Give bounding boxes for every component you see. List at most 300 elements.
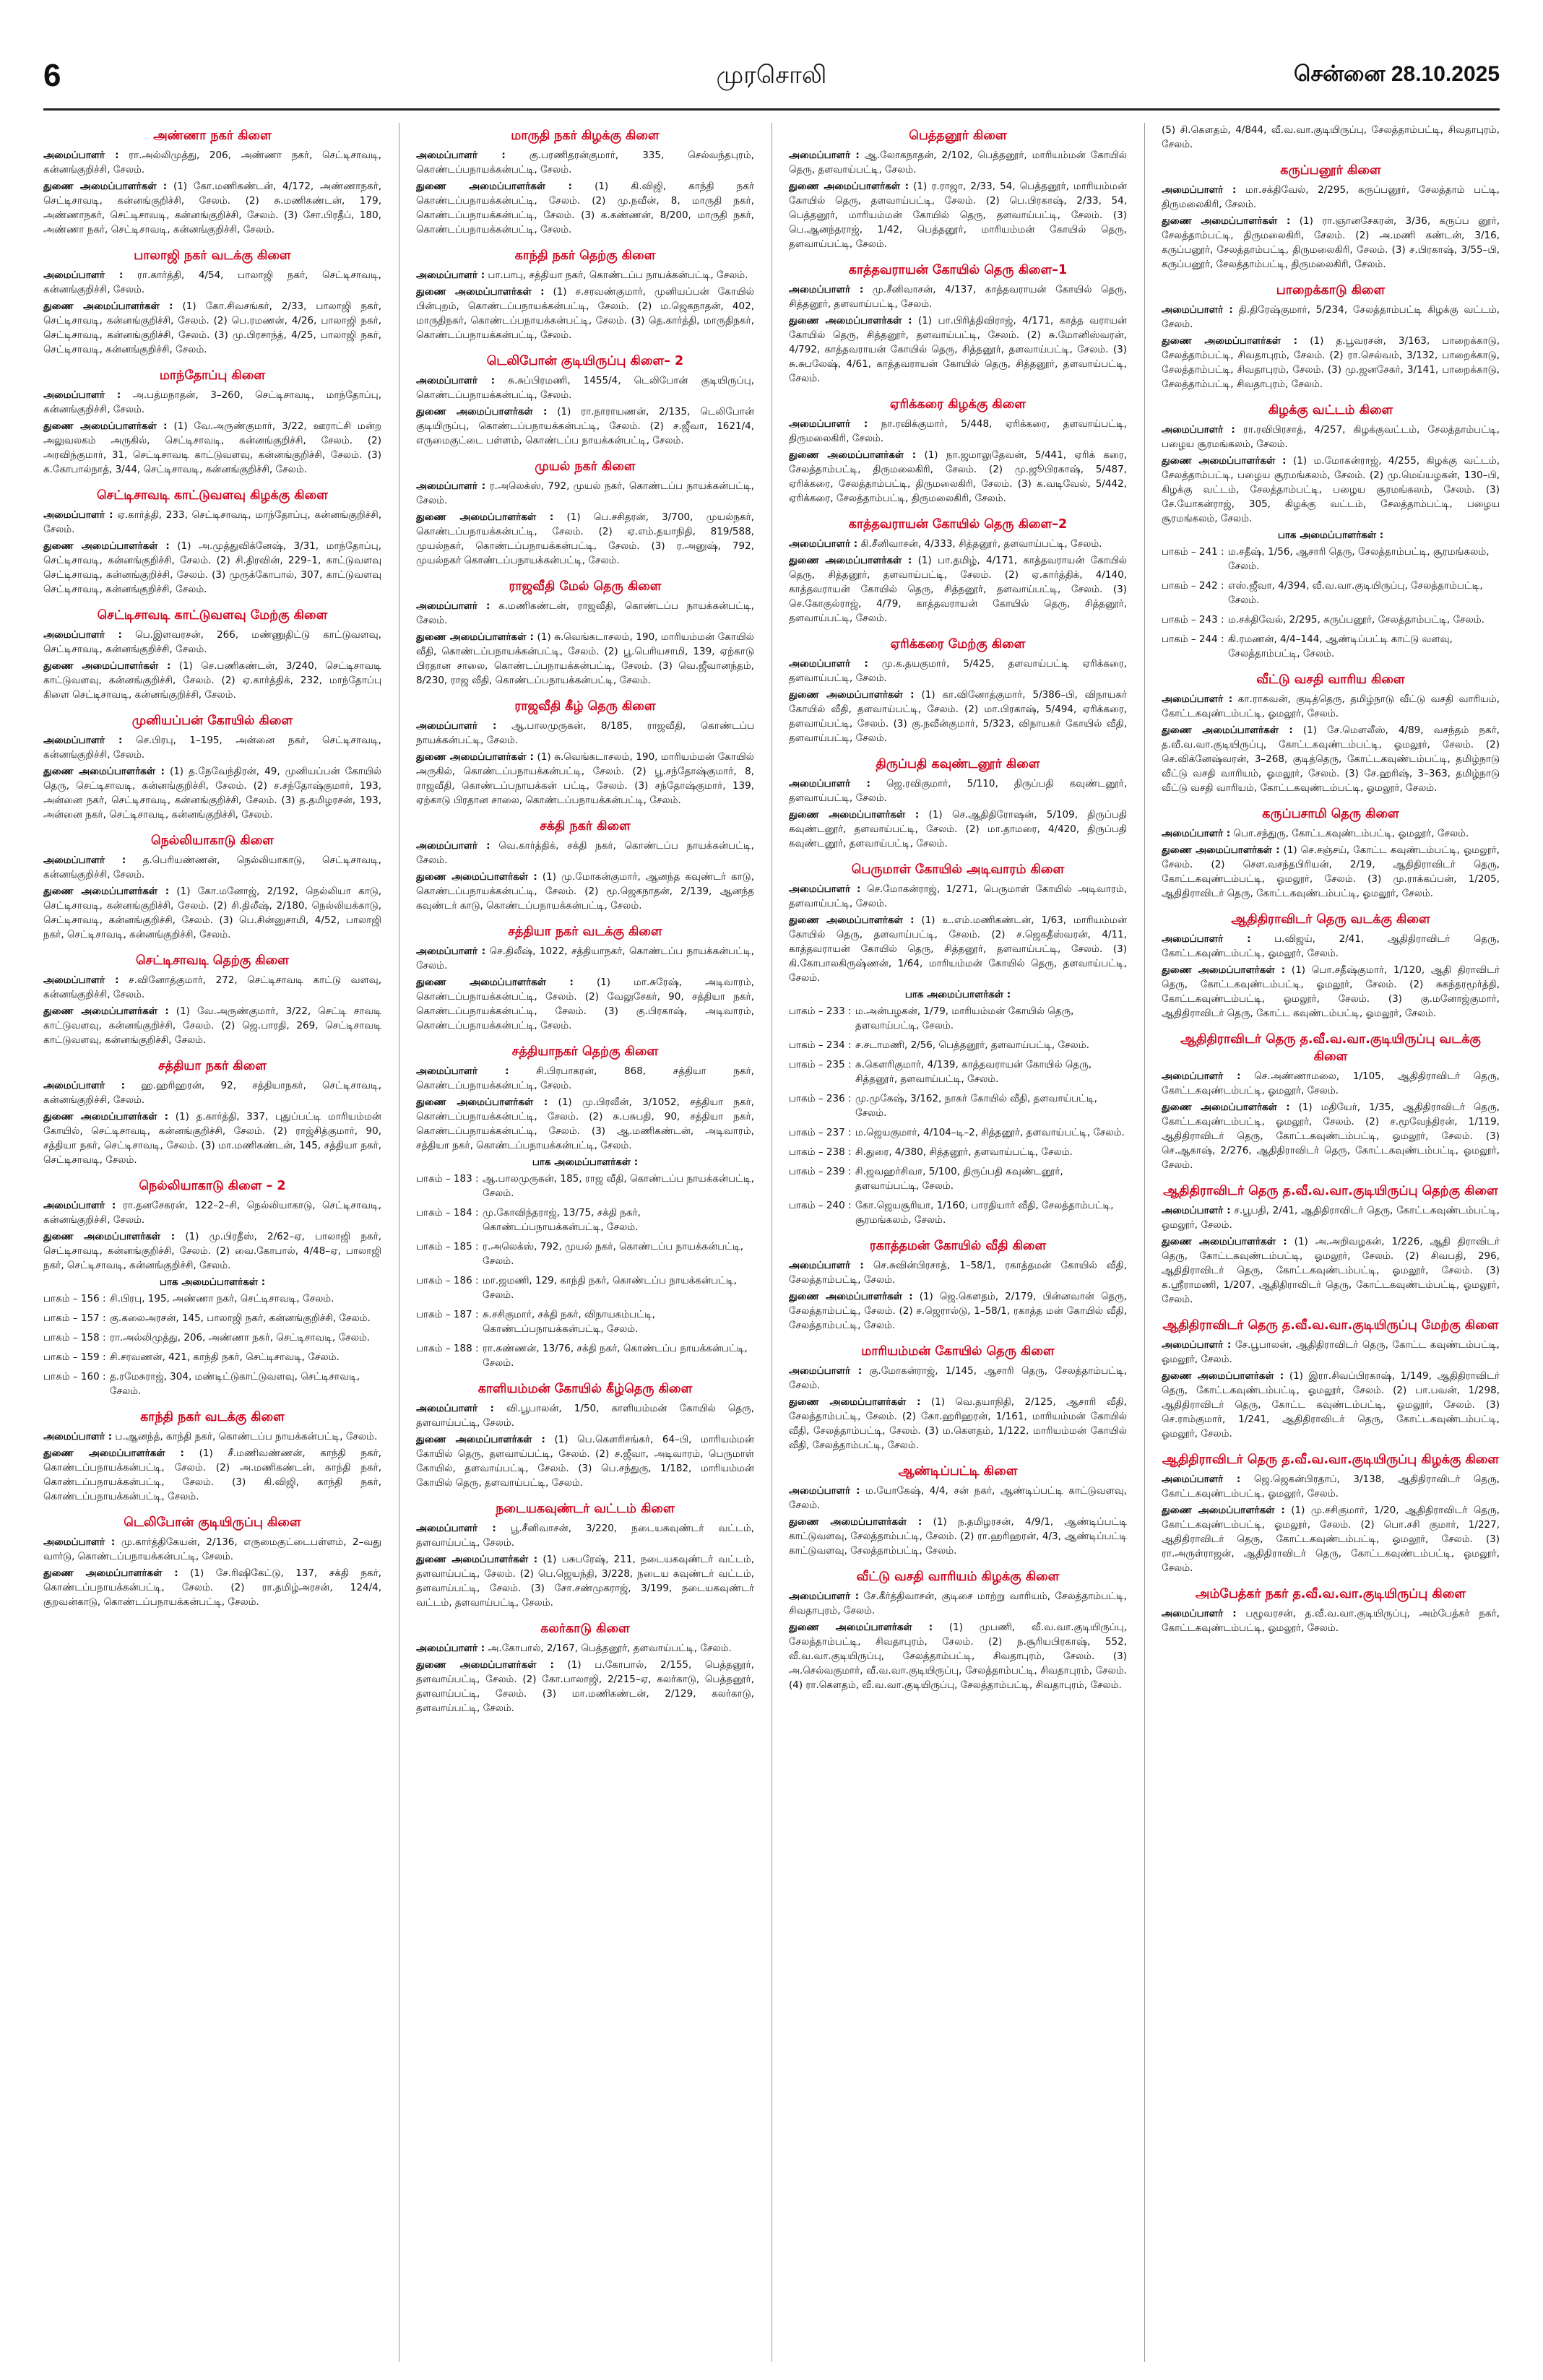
- role-label: துணை அமைப்பாளர்கள் :: [43, 300, 173, 312]
- role-label: துணை அமைப்பாளர்கள் :: [789, 689, 915, 701]
- role-names: (1) முபணி, வீ.வ.வா.குடியிருப்பு, சேலத்தாம்பட்டி, சிவதாபுரம், சேலம். (2) ந.சூரியபிரகாஷ், 552, வீ.வ.வா.குடியிருப்பு, சேலத்தாம்பட்டி, சிவதாபுரம், சேலம். (3) அ.செல்வகுமார், வீ.வ.வா.குடியிருப்பு, சேலத்தாம்பட்டி, சிவதாபுரம், சேலம். (4) ரா.கௌதம், வீ.வ.வா.குடியிருப்பு, சேலத்தாம்பட்டி, சிவதாபுரம், சேலம்.: [789, 1622, 1127, 1691]
- booth-row: [416, 1307, 754, 1336]
- branch-section: [416, 698, 754, 808]
- branch-section: [43, 1177, 381, 1398]
- branch-entry: [43, 1004, 381, 1047]
- branch-entry: [416, 1658, 754, 1715]
- branch-entry: [416, 944, 754, 973]
- branch-entry: [43, 1229, 381, 1273]
- role-label: அமைப்பாளர் :: [43, 1431, 113, 1442]
- branch-section: [789, 1343, 1127, 1453]
- branch-heading: காத்தவராயன் கோயில் தெரு கிளை–1: [848, 263, 1068, 277]
- role-names: (1) ந.தமிழரசன், 4/9/1, ஆண்டிப்பட்டி காட்டுவளவு, சேலத்தாம்பட்டி, சேலம். (2) ரா.ஹரிஹரன், 4/3, ஆண்டிப்பட்டி காட்டுவளவு, சேலத்தாம்பட்டி, சேலம்.: [789, 1516, 1127, 1557]
- masthead: [43, 58, 1500, 101]
- role-label: அமைப்பாளர் :: [1162, 424, 1235, 436]
- branch-heading: டெலிபோன் குடியிருப்பு கிளை– 2: [486, 354, 684, 368]
- branch-entry: [1162, 723, 1500, 795]
- role-label: அமைப்பாளர் :: [43, 1200, 116, 1211]
- role-label: துணை அமைப்பாளர்கள் :: [43, 1231, 176, 1242]
- branch-section: [789, 1463, 1127, 1558]
- branch-section: [1162, 805, 1500, 901]
- booth-row: [789, 1038, 1127, 1052]
- role-label: அமைப்பாளர் :: [789, 658, 868, 670]
- branch-entry: [789, 1364, 1127, 1393]
- role-label: அமைப்பாளர் :: [1162, 1474, 1241, 1485]
- role-names: மா.சக்திவேல், 2/295, கருப்பனூர், சேலத்தாம் பட்டி, திருமலைகிரி, சேலம்.: [1162, 184, 1500, 210]
- booth-number: பாகம் – 158 :: [43, 1332, 106, 1343]
- role-names: (1) ஜெ.கௌதம், 2/179, பின்னவான் தெரு, சேலத்தாம்பட்டி, சேலம். (2) ச.ஜெரால்டு, 1–58/1, ரகாத்த மன் கோயில் வீதி, சேலத்தாம்பட்டி, சேலம்.: [789, 1291, 1127, 1331]
- branch-section: [43, 487, 381, 597]
- dateline: சென்னை 28.10.2025: [1293, 62, 1500, 86]
- booth-row: [789, 1145, 1127, 1159]
- role-label: துணை அமைப்பாளர்கள் :: [416, 511, 554, 523]
- booth-row: [789, 1004, 1127, 1033]
- role-names: ஆ.பாலமுருகன், 8/185, ராஜவீதி, கொண்டப்ப நாயக்கன்பட்டி, சேலம்.: [416, 720, 754, 746]
- branch-heading: ஆதிதிராவிடர் தெரு வடக்கு கிளை: [1231, 912, 1430, 927]
- branch-heading: காத்தவராயன் கோயில் தெரு கிளை–2: [848, 517, 1068, 532]
- role-names: ஜெ.ரவிகுமார், 5/110, திருப்பதி கவுண்டனூர், தளவாய்பட்டி, சேலம்.: [789, 778, 1127, 804]
- booth-number: பாகம் – 241 :: [1162, 546, 1224, 558]
- role-names: பா.பாபு, சத்தியா நகர், கொண்டப்ப நாயக்கன்பட்டி, சேலம்.: [488, 269, 748, 281]
- branch-heading: பாலாஜி நகர் வடக்கு கிளை: [134, 248, 291, 263]
- column-divider: [1144, 123, 1145, 2362]
- branch-heading: பெருமாள் கோயில் அடிவாரம் கிளை: [851, 862, 1065, 877]
- booth-person: ஆ.பாலமுருகன், 185, ராஜ வீதி, கொண்டப்ப நாயக்கன்பட்டி, சேலம்.: [483, 1173, 754, 1199]
- branch-entry: [416, 268, 754, 282]
- role-names: (1) அ.முத்துவிக்னேஷ், 3/31, மாந்தோப்பு, செட்டிசாவடி, கன்னங்குறிச்சி, சேலம். (2) சி.திரவின், 229–1, காட்டுவளவு செட்டிசாவடி, கன்னங்குறிச்சி, சேலம். (3) முருக்கோபால், 307, காட்டுவளவு செட்டிசாவடி, கன்னங்குறிச்சி, சேலம்.: [43, 540, 381, 595]
- branch-section: [1162, 1317, 1500, 1441]
- role-names: (1) ரா.ஞானசேகரன், 3/36, கருப்ப னூர், சேலத்தாம்பட்டி, திருமலைகிரி, சேலம். (2) அ.மணி கண்டன், 3/16, கருப்பனூர், சேலத்தாம்பட்டி, திருமலைகிரி, சேலம். (3) ச.பிரகாஷ், 3/55–பி, கருப்பனூர், சேலத்தாம்பட்டி, திருமலைகிரி, சேலம்.: [1162, 215, 1500, 270]
- role-label: துணை அமைப்பாளர்கள் :: [789, 809, 920, 821]
- role-names: மு.க.தயகுமார், 5/425, தளவாய்பட்டி ஏரிக்கரை, தளவாய்பட்டி, சேலம்.: [789, 658, 1127, 684]
- branch-entry: [1162, 963, 1500, 1021]
- role-label: அமைப்பாளர் :: [1162, 1339, 1232, 1351]
- branch-entry: [43, 179, 381, 237]
- role-label: அமைப்பாளர் :: [43, 389, 121, 401]
- booth-person: சி.பிரபு, 195, அண்ணா நகர், செட்டிசாவடி, சேலம்.: [110, 1293, 334, 1304]
- role-names: (1) சே.ரிஷிகேட்டு, 137, சக்தி நகர், கொண்டப்பநாயக்கன்பட்டி, சேலம். (2) ரா.தமிழ்அரசன், 124/4, குறவன்காடு, கொண்டப்பநாயக்கன்பட்டி, சேலம்.: [43, 1567, 381, 1608]
- branch-entry: [416, 750, 754, 808]
- branch-section: [789, 127, 1127, 251]
- role-label: துணை அமைப்பாளர்கள் :: [1162, 1370, 1284, 1382]
- branch-section: [416, 818, 754, 913]
- role-names: ரா.ரவிபிரசாத், 4/257, கிழக்குவட்டம், சேலத்தாம்பட்டி, பழைய சூரமங்கலம், சேலம்.: [1162, 424, 1500, 450]
- role-names: நா.ரவிக்குமார், 5/448, ஏரிக்கரை, தளவாய்பட்டி, திருமலைகிரி, சேலம்.: [789, 418, 1127, 444]
- branch-heading: கருப்பசாமி தெரு கிளை: [1262, 807, 1399, 821]
- role-label: அமைப்பாளர் :: [43, 629, 122, 641]
- booth-number: பாகம் – 187 :: [416, 1309, 479, 1320]
- branch-heading: ராஜவீதி மேல் தெரு கிளை: [509, 579, 662, 594]
- role-names: (1) சு.வெங்கடாசலம், 190, மாரியம்மன் கோயில் அருகில், கொண்டப்பநாயக்கன்பட்டி, சேலம். (2) பூ.சந்தோஷ்குமார், 8, ராஜவீதி, கொண்டப்பநாயக்கன் பட்டி, சேலம். (3) சந்தோஷ்குமார், 139, ஏற்காடு பிரதான சாலை, கொண்டப்பநாயக்கன்பட்டி, சேலம்.: [416, 751, 754, 806]
- branch-section: [1162, 402, 1500, 661]
- branch-entry: [416, 1095, 754, 1153]
- booth-number: பாகம் – 184 :: [416, 1207, 479, 1219]
- branch-section: [43, 367, 381, 477]
- branch-entry: [416, 1432, 754, 1490]
- branch-entry: [43, 1078, 381, 1107]
- branch-section: [416, 1380, 754, 1490]
- role-label: துணை அமைப்பாளர்கள் :: [43, 886, 170, 897]
- role-names: (1) கி.விஜி, காந்தி நகர் கொண்டப்பநாயக்கன்பட்டி, சேலம். (2) மு.நவீன், 8, மாருதி நகர், கொண்டப்பநாயக்கன்பட்டி, சேலம். (3) க.கண்ணன், 8/200, மாருதி நகர், கொண்டப்பநாயக்கன்பட்டி, சேலம்.: [416, 181, 754, 235]
- role-label: அமைப்பாளர் :: [416, 720, 497, 732]
- branch-section: [416, 127, 754, 237]
- booth-person: ரா.அல்லிமுத்து, 206, அண்ணா நகர், செட்டிசாவடி, சேலம்.: [110, 1332, 371, 1343]
- branch-entry: [789, 282, 1127, 311]
- role-names: (1) வே.அருண்குமார், 3/22, செட்டி சாவடி காட்டுவளவு, கன்னங்குறிச்சி, சேலம். (2) ஜெ.பாரதி, 269, செட்டிசாவடி காட்டுவளவு, கன்னங்குறிச்சி, சேலம்.: [43, 1005, 381, 1046]
- role-names: செ.மோகன்ராஜ், 1/271, பெருமாள் கோயில் அடிவாரம், தளவாய்பட்டி, சேலம்.: [789, 883, 1127, 909]
- role-label: அமைப்பாளர் :: [416, 375, 495, 386]
- role-label: அமைப்பாளர் :: [416, 480, 486, 492]
- role-names: கி.சீனிவாசன், 4/333, சித்தனூர், தளவாய்பட்டி, சேலம்.: [860, 538, 1102, 550]
- branch-heading: ஆதிதிராவிடர் தெரு த.வீ.வ.வா.குடியிருப்பு தெற்கு கிளை: [1163, 1184, 1498, 1198]
- role-names: ப.ஆனந்த், காந்தி நகர், கொண்டப்ப நாயக்கன்பட்டி, சேலம்.: [115, 1431, 378, 1442]
- booth-number: பாகம் – 186 :: [416, 1275, 479, 1286]
- role-label: துணை அமைப்பாளர்கள் :: [416, 286, 545, 298]
- role-names: (1) மு.சசிகுமார், 1/20, ஆதிதிராவிடர் தெரு, கோட்டகவுண்டம்பட்டி, ஓமலூர், சேலம். (2) பொ.சசி குமார், 1/227, ஆதிதிராவிடர் தெரு, கோட்டகவுண்டம்பட்டி, ஓமலூர், சேலம். (3) ரா.அருள்ராஜன், ஆதிதிராவிடர் தெரு, கோட்டகவுண்டம்பட்டி, ஓமலூர், சேலம்.: [1162, 1505, 1500, 1574]
- branch-heading: செட்டிசாவடி காட்டுவளவு கிழக்கு கிளை: [97, 488, 328, 503]
- role-label: துணை அமைப்பாளர்கள் :: [789, 181, 909, 192]
- role-label: அமைப்பாளர் :: [416, 150, 506, 161]
- branch-heading: நெல்லியாகாடு கிளை: [150, 834, 275, 848]
- branch-entry: [789, 1289, 1127, 1333]
- role-names: பெ.இளவரசன், 266, மண்ணுதிட்டு காட்டுவளவு, செட்டிசாவடி, கன்னங்குறிச்சி, சேலம்.: [43, 629, 381, 655]
- branch-section: [1162, 1182, 1500, 1307]
- branch-entry: [789, 1395, 1127, 1453]
- branch-section: [43, 1408, 381, 1504]
- role-label: துணை அமைப்பாளர்கள் :: [789, 914, 915, 926]
- branch-entry: [416, 839, 754, 867]
- role-names: (1) செ.சஞ்சய், கோட்ட கவுண்டம்பட்டி, ஓமலூர், சேலம். (2) செள.வசந்தபிரியன், 2/19, ஆதிதிராவிடர் தெரு, கோட்டகவுண்டம்பட்டி, ஓமலூர், சேலம். (3) மு.ராக்கப்பன், 1/205, ஆதிதிராவிடர் தெரு, கோட்டகவுண்டம்பட்டி, ஓமலூர், சேலம்.: [1162, 844, 1500, 899]
- branch-entry: [43, 1198, 381, 1227]
- booth-person: கு.கலைஅரசன், 145, பாலாஜி நகர், கன்னங்குறிச்சி, சேலம்.: [110, 1312, 371, 1324]
- role-label: அமைப்பாளர் :: [416, 945, 486, 957]
- branch-entry: [789, 448, 1127, 506]
- role-names: சு.சுப்பிரமணி, 1455/4, டெலிபோன் குடியிருப்பு, கொண்டப்பநாயக்கன்பட்டி, சேலம்.: [416, 375, 754, 401]
- branch-entry: [789, 882, 1127, 911]
- role-names: (1) வெ.தயாநிதி, 2/125, ஆசாரி வீதி, சேலத்தாம்பட்டி, சேலம். (2) கோ.ஹரிஹரன், 1/161, மாரியம்மன் கோயில் வீதி, சேலத்தாம்பட்டி, சேலம். (3) ம.கௌதம், 1/122, மாரியம்மன் கோயில் வீதி, சேலத்தாம்பட்டி, சேலம்.: [789, 1396, 1127, 1451]
- booth-subheading: பாக அமைப்பாளர்கள் :: [1277, 529, 1384, 541]
- branch-entry: [789, 1258, 1127, 1287]
- booth-subheading: பாக அமைப்பாளர்கள் :: [904, 989, 1011, 1000]
- role-label: துணை அமைப்பாளர்கள் :: [1162, 1102, 1290, 1113]
- branch-heading: சத்தியா நகர் வடக்கு கிளை: [508, 925, 662, 939]
- branch-entry: [416, 373, 754, 402]
- branch-entry: [1162, 454, 1500, 526]
- branch-entry: [416, 148, 754, 177]
- role-names: (1) ர.ராஜா, 2/33, 54, பெத்தனூர், மாரியம்மன் கோயில் தெரு, தளவாய்பட்டி, சேலம். (2) பெ.பிரகாஷ், 2/33, 54, பெத்தனூர், மாரியம்மன் கோயில் தெரு, தளவாய்பட்டி, சேலம். (3) பெ.ஆனந்தராஜ், 1/42, பெத்தனூர், மாரியம்மன் கோயில் தெரு, தளவாய்பட்டி, சேலம்.: [789, 181, 1127, 250]
- branch-heading: வீட்டு வசதி வாரிய கிளை: [1256, 672, 1405, 687]
- role-label: துணை அமைப்பாளர்கள் :: [1162, 964, 1286, 976]
- role-names: (1) பா.தமிழ், 4/171, காத்தவராயன் கோயில் தெரு, சித்தனூர், தளவாய்பட்டி, சேலம். (2) ஏ.கார்த்திக், 4/140, காத்தவராயன் கோயில் தெரு, சித்தனூர், தளவாய்பட்டி, சேலம். (3) செ.கோகுல்ராஜ், 4/79, காத்தவராயன் கோயில் தெரு, சித்தனூர், தளவாய்பட்டி, சேலம்.: [789, 555, 1127, 624]
- booth-row: [416, 1239, 754, 1268]
- branch-entry: [789, 657, 1127, 685]
- branch-heading: கிழக்கு வட்டம் கிளை: [1268, 403, 1393, 417]
- booth-number: பாகம் – 159 :: [43, 1351, 106, 1363]
- branch-section: [1162, 1585, 1500, 1635]
- branch-entry: [1162, 1069, 1500, 1098]
- role-label: அமைப்பாளர் :: [1162, 1205, 1231, 1216]
- booth-number: பாகம் – 156 :: [43, 1293, 106, 1304]
- branch-section: [43, 952, 381, 1047]
- role-names: (1) நா.ஜமாலுதேவன், 5/441, ஏரிக் கரை, சேலத்தாம்பட்டி, திருமலைகிரி, சேலம். (2) மு.ஜூபிரகாஷ், 5/487, ஏரிக்கரை, சேலத்தாம்பட்டி, திருமலைகிரி, சேலம். (3) க.வடிவேல், 5/442, ஏரிக்கரை, சேலத்தாம்பட்டி, திருமலைகிரி, சேலம்.: [789, 449, 1127, 504]
- branch-entry: [789, 808, 1127, 851]
- branch-heading: டெலிபோன் குடியிருப்பு கிளை: [124, 1515, 301, 1530]
- role-label: அமைப்பாளர் :: [1162, 184, 1237, 196]
- branch-entry: [789, 776, 1127, 805]
- role-names: (1) கோ.சிவசங்கர், 2/33, பாலாஜி நகர், செட்டிசாவடி, கன்னங்குறிச்சி, சேலம். (2) பெ.ரமணன், 4/26, பாலாஜி நகர், செட்டிசாவடி, கன்னங்குறிச்சி, சேலம். (3) மு.பிரசாந்த், 4/25, பாலாஜி நகர், செட்டிசாவடி, கன்னங்குறிச்சி, சேலம்.: [43, 300, 381, 355]
- branch-entry: [43, 973, 381, 1002]
- column-3: [789, 123, 1127, 2362]
- role-label: அமைப்பாளர் :: [789, 1260, 864, 1271]
- role-label: அமைப்பாளர் :: [789, 883, 861, 895]
- booth-person: கி.ரமணன், 4/4–144, ஆண்டிப்பட்டி காட்டு வளவு, சேலத்தாம்பட்டி, சேலம்.: [1228, 633, 1453, 659]
- branch-section: [43, 832, 381, 942]
- branch-entry: [43, 148, 381, 177]
- branch-entry: [1162, 1369, 1500, 1441]
- article-columns: [43, 123, 1500, 2362]
- role-names: (1) த.நேவேந்திரன், 49, முனியப்பன் கோயில் தெரு, செட்டிசாவடி, கன்னங்குறிச்சி, சேலம். (2) ச.சந்தோஷ்குமார், 193, அன்னை நகர், செட்டிசாவடி, கன்னங்குறிச்சி, சேலம். (3) த.தமிழரசன், 193, அன்னை நகர், செட்டிசாவடி, கன்னங்குறிச்சி, சேலம்.: [43, 766, 381, 821]
- branch-entry: [1162, 123, 1500, 152]
- role-names: அ.பத்மநாதன், 3–260, செட்டிசாவடி, மாந்தோப்பு, கன்னங்குறிச்சி, சேலம்.: [43, 389, 381, 415]
- branch-entry: [789, 148, 1127, 177]
- branch-heading: கருப்பனூர் கிளை: [1280, 163, 1381, 178]
- booth-number: பாகம் – 234 :: [789, 1039, 852, 1051]
- role-names: பூ.சீனிவாசன், 3/220, நடையகவுண்டர் வட்டம், தளவாய்பட்டி, சேலம்.: [416, 1523, 754, 1549]
- branch-heading: முயல் நகர் கிளை: [535, 459, 636, 474]
- branch-entry: [1162, 1100, 1500, 1172]
- role-label: அமைப்பாளர் :: [789, 1591, 860, 1602]
- role-names: ஜெ.ஜெகன்பிரதாப், 3/138, ஆதிதிராவிடர் தெரு, கோட்டகவுண்டம்பட்டி, ஓமலூர், சேலம்.: [1162, 1474, 1500, 1500]
- booth-subheading: பாக அமைப்பாளர்கள் :: [532, 1156, 639, 1168]
- role-names: ப.விஜய், 2/41, ஆதிதிராவிடர் தெரு, கோட்டகவுண்டம்பட்டி, ஓமலூர், சேலம்.: [1162, 933, 1500, 959]
- role-names: கா.ராகவன், குடித்தெரு, தமிழ்நாடு வீட்டு வசதி வாரியம், கோட்டகவுண்டம்பட்டி, ஓமலூர், சேலம்.: [1162, 693, 1500, 719]
- branch-heading: காந்தி நகர் தெற்கு கிளை: [514, 248, 656, 263]
- booth-person: மா.ஜமணி, 129, காந்தி நகர், கொண்டப்ப நாயக்கன்பட்டி, சேலம்.: [483, 1275, 737, 1301]
- role-label: அமைப்பாளர் :: [789, 418, 868, 430]
- role-names: (1) ச.சரவண்குமார், முனியப்பன் கோயில் பின்புறம், கொண்டப்பநாயக்கன்பட்டி, சேலம். (2) ம.ஜெகநாதன், 402, மாருதிநகர், கொண்டப்பநாயக்கன்பட்டி, சேலம். (3) தெ.கார்த்தி, மாருதிநகர், கொண்டப்பநாயக்கன்பட்டி, சேலம்.: [416, 286, 754, 341]
- branch-entry: [416, 1064, 754, 1093]
- role-names: (1) கா.வினோத்குமார், 5/386–பி, விநாயகர் கோயில் வீதி, தளவாய்பட்டி, சேலம். (2) மா.பிரகாஷ், 5/494, ஏரிக்கரை, தளவாய்பட்டி, சேலம். (3) கு.நவீன்குமார், 5/323, விநாயகர் கோயில் வீதி, தளவாய்பட்டி, சேலம்.: [789, 689, 1127, 744]
- branch-entry: [789, 688, 1127, 745]
- role-label: துணை அமைப்பாளர்கள் :: [416, 1554, 538, 1565]
- role-names: சி.பிரபாகரன், 868, சத்தியா நகர், கொண்டப்பநாயக்கன்பட்டி, சேலம்.: [416, 1065, 754, 1091]
- role-label: துணை அமைப்பாளர்கள் :: [1162, 215, 1291, 227]
- branch-heading: ஆண்டிப்பட்டி கிளை: [898, 1464, 1018, 1479]
- role-names: (1) த.பூவரசன், 3/163, பாறைக்காடு, சேலத்தாம்பட்டி, சிவதாபுரம், சேலம். (2) ரா.செல்வம், 3/132, பாறைக்காடு, சேலத்தாம்பட்டி, சிவதாபுரம், சேலம். (3) மு.ஜனசேகர், 3/141, பாறைக்காடு, சேலத்தாம்பட்டி, சிவதாபுரம், சேலம்.: [1162, 335, 1500, 390]
- booth-person: சி.சரவணன், 421, காந்தி நகர், செட்டிசாவடி, சேலம்.: [110, 1351, 340, 1363]
- branch-entry: [43, 388, 381, 417]
- branch-entry: [43, 764, 381, 822]
- branch-entry: [416, 1641, 754, 1656]
- role-label: துணை அமைப்பாளர்கள் :: [789, 1396, 921, 1408]
- booth-number: பாகம் – 244 :: [1162, 633, 1224, 645]
- role-names: (1) சீ.மணிவண்ணன், காந்தி நகர், கொண்டப்பநாயக்கன்பட்டி, சேலம். (2) அ.மணிகண்டன், காந்தி நகர், கொண்டப்பநாயக்கன்பட்டி, சேலம். (3) கி.விஜி, காந்தி நகர், கொண்டப்பநாயக்கன்பட்டி, சேலம்.: [43, 1448, 381, 1502]
- role-names: செ.சுவின்பிரசாத், 1–58/1, ரகாத்தமன் கோயில் வீதி, சேலத்தாம்பட்டி, சேலம்.: [789, 1260, 1127, 1286]
- branch-heading: கலர்காடு கிளை: [540, 1622, 630, 1636]
- role-label: துணை அமைப்பாளர்கள் :: [43, 1005, 169, 1017]
- role-label: துணை அமைப்பாளர்கள் :: [1162, 1236, 1287, 1247]
- branch-heading: காந்தி நகர் வடக்கு கிளை: [140, 1410, 285, 1424]
- branch-entry: [1162, 1606, 1500, 1635]
- role-names: ர.அலெக்ஸ், 792, முயல் நகர், கொண்டப்ப நாயக்கன்பட்டி, சேலம்.: [416, 480, 754, 506]
- branch-entry: [416, 1401, 754, 1430]
- branch-entry: [1162, 334, 1500, 391]
- branch-section: [416, 1500, 754, 1610]
- role-label: அமைப்பாளர் :: [416, 600, 490, 612]
- booth-row: [789, 1091, 1127, 1120]
- booth-person: ம.சக்திவேல், 2/295, கருப்பனூர், சேலத்தாம்பட்டி, சேலம்.: [1228, 614, 1484, 626]
- branch-entry: [789, 179, 1127, 251]
- booth-number: பாகம் – 238 :: [789, 1146, 852, 1158]
- role-label: துணை அமைப்பாளர்கள் :: [416, 751, 534, 763]
- role-label: துணை அமைப்பாளர்கள் :: [416, 1659, 554, 1671]
- role-names: (1) ம.மோகன்ராஜ், 4/255, கிழக்கு வட்டம், சேலத்தாம்பட்டி, பழைய சூரமங்கலம், சேலம். (2) மு.மெய்யழகன், 130–பி, கிழக்கு வட்டம், சேலத்தாம்பட்டி, பழைய சூரமங்கலம், சேலம். (3) சே.யோகன்ராஜ், 305, கிழக்கு வட்டம், சேலத்தாம்பட்டி, பழைய சூரமங்கலம், சேலம்.: [1162, 455, 1500, 524]
- role-label: அமைப்பாளர் :: [43, 735, 123, 746]
- branch-entry: [1162, 423, 1500, 451]
- booth-number: பாகம் – 185 :: [416, 1241, 479, 1252]
- role-label: அமைப்பாளர் :: [43, 1536, 116, 1548]
- branch-section: [43, 1057, 381, 1167]
- booth-number: பாகம் – 235 :: [789, 1059, 852, 1070]
- branch-section: [1162, 911, 1500, 1021]
- role-label: துணை அமைப்பாளர்கள் :: [416, 181, 572, 192]
- booth-row: [43, 1369, 381, 1398]
- role-names: (1) பொ.சதீஷ்குமார், 1/120, ஆதி திராவிடர் தெரு, கோட்டகவுண்டம்பட்டி, ஓமலூர், சேலம். (2) சுகந்தரமூர்த்தி, கோட்டகவுண்டம்பட்டி, ஓமலூர், சேலம். (3) கு.மனோஜ்குமார், ஆதிதிராவிடர் தெரு, கோட்ட கவுண்டம்பட்டி, ஓமலூர், சேலம்.: [1162, 964, 1500, 1019]
- booth-number: பாகம் – 242 :: [1162, 580, 1224, 592]
- role-names: வி.பூபாலன், 1/50, காளியம்மன் கோயில் தெரு, தளவாய்பட்டி, சேலம்.: [416, 1403, 754, 1429]
- booth-person: ச.சடாமணி, 2/56, பெத்தனூர், தளவாய்பட்டி, சேலம்.: [855, 1039, 1089, 1051]
- role-names: (1) பெ.கௌரிசங்கர், 64–பி, மாரியம்மன் கோயில் தெரு, தளவாய்பட்டி, சேலம். (2) ச.ஜீவா, அடிவாரம், பெருமாள் கோயில், தளவாய்பட்டி, சேலம். (3) பெ.சந்துரு, 1/182, மாரியம்மன் கோயில் தெரு, தளவாய்பட்டி, சேலம்.: [416, 1434, 754, 1489]
- booth-person: ரா.கண்ணன், 13/76, சக்தி நகர், கொண்டப்ப நாயக்கன்பட்டி, சேலம்.: [483, 1343, 748, 1369]
- branch-section: [1162, 282, 1500, 391]
- role-names: ஆ.லோகநாதன், 2/102, பெத்தனூர், மாரியம்மன் கோயில் தெரு, தளவாய்பட்டி, சேலம்.: [789, 150, 1127, 176]
- branch-entry: [789, 537, 1127, 551]
- branch-entry: [416, 1521, 754, 1550]
- booth-number: பாகம் – 160 :: [43, 1371, 106, 1382]
- role-names: (1) உ.எம்.மணிகண்டன், 1/63, மாரியம்மன் கோயில் தெரு, தளவாய்பட்டி, சேலம். (2) ச.ஜெகதீஸ்வரன், 4/11, காத்தவராயன் கோயில் தெரு, சித்தனூர், தளவாய்பட்டி, சேலம். (3) கி.கோபாலகிருஷ்ணன், 1/64, மாரியம்மன் கோயில் தெரு, தளவாய்பட்டி, சேலம்.: [789, 914, 1127, 984]
- role-names: க.மணிகண்டன், ராஜவீதி, கொண்டப்ப நாயக்கன்பட்டி, சேலம்.: [416, 600, 754, 626]
- role-label: அமைப்பாளர் :: [789, 778, 870, 789]
- booth-person: சு.கௌரிகுமார், 4/139, காத்தவராயன் கோயில் தெரு, சித்தனூர், தளவாய்பட்டி, சேலம்.: [855, 1059, 1092, 1085]
- role-names: மு.சீனிவாசன், 4/137, காத்தவராயன் கோயில் தெரு, சித்தனூர், தளவாய்பட்டி, சேலம்.: [789, 284, 1127, 310]
- branch-heading: ஏரிக்கரை கிழக்கு கிளை: [889, 397, 1026, 412]
- branch-entry: [789, 1589, 1127, 1618]
- role-names: (1) த.கார்த்தி, 337, புதுப்பட்டி மாரியம்மன் கோயில், செட்டிசாவடி, கன்னங்குறிச்சி, சேலம். (2) ராஜ்சித்குமார், 90, சத்தியா நகர், செட்டிசாவடி, சேலம். (3) மா.மணிகண்டன், 145, சத்தியா நகர், செட்டிசாவடி, சேலம்.: [43, 1111, 381, 1166]
- branch-section: [416, 352, 754, 448]
- role-label: அமைப்பாளர் :: [1162, 304, 1233, 316]
- branch-entry: [789, 913, 1127, 985]
- branch-entry: [43, 1566, 381, 1609]
- role-label: அமைப்பாளர் :: [43, 509, 113, 521]
- branch-heading: நெல்லியாகாடு கிளை – 2: [139, 1179, 286, 1193]
- branch-heading: சத்தியாநகர் தெற்கு கிளை: [511, 1044, 659, 1059]
- branch-entry: [1162, 183, 1500, 212]
- role-names: கு.பரணிதரன்குமார், 335, செல்வந்தபுரம், கொண்டப்பநாயக்கன்பட்டி, சேலம்.: [416, 150, 754, 176]
- role-label: துணை அமைப்பாளர்கள் :: [416, 406, 548, 417]
- branch-section: [416, 1043, 754, 1370]
- role-label: அமைப்பாளர் :: [43, 269, 124, 281]
- role-label: துணை அமைப்பாளர்கள் :: [416, 977, 574, 988]
- booth-row: [789, 1198, 1127, 1227]
- booth-number: பாகம் – 240 :: [789, 1200, 852, 1211]
- role-label: துணை அமைப்பாளர்கள் :: [43, 540, 170, 552]
- role-label: துணை அமைப்பாளர்கள் :: [1162, 335, 1298, 347]
- role-label: அமைப்பாளர் :: [789, 1485, 860, 1497]
- role-label: துணை அமைப்பாளர்கள் :: [43, 1448, 184, 1459]
- role-names: (1) மு.பிரவீன், 3/1052, சத்தியா நகர், கொண்டப்பநாயக்கன்பட்டி, சேலம். (2) சு.பசுபதி, 90, சத்தியா நகர், கொண்டப்பநாயக்கன்பட்டி, சேலம். (3) ஆ.மணிகண்டன், அடிவாரம், சத்தியா நகர், கொண்டப்பநாயக்கன்பட்டி, சேலம்.: [416, 1096, 754, 1151]
- branch-entry: [43, 419, 381, 477]
- role-label: அமைப்பாளர் :: [43, 150, 119, 161]
- booth-person: எஸ்.ஜீவா, 4/394, வீ.வ.வா.குடியிருப்பு, சேலத்தாம்பட்டி, சேலம்.: [1228, 580, 1483, 606]
- branch-heading: ஆதிதிராவிடர் தெரு த.வீ.வ.வா.குடியிருப்பு வடக்கு கிளை: [1180, 1032, 1481, 1064]
- branch-section: [43, 607, 381, 702]
- role-label: துணை அமைப்பாளர்கள் :: [789, 449, 917, 461]
- role-names: (1) கோ.மனோஜ், 2/192, நெல்லியா காடு, செட்டிசாவடி, கன்னங்குறிச்சி, சேலம். (2) சி.திலீஷ், 2/180, நெல்லியக்காடு, செட்டிசாவடி, கன்னங்குறிச்சி, சேலம். (3) பெ.சின்னுசாமி, 4/52, பாலாஜி நகர், செட்டிசாவடி, கன்னங்குறிச்சி, சேலம்.: [43, 886, 381, 940]
- role-names: மு.கார்த்திகேயன், 2/136, எருமைகுட்டைபள்ளம், 2–வது வார்டு, கொண்டப்பநாயக்கன்பட்டி, சேலம்.: [43, 1536, 381, 1562]
- booth-number: பாகம் – 239 :: [789, 1166, 852, 1177]
- column-2: [416, 123, 754, 2362]
- role-label: துணை அமைப்பாளர்கள் :: [789, 1291, 913, 1302]
- branch-heading: பெத்தனூர் கிளை: [909, 129, 1007, 143]
- booth-person: சி.ஜவஹர்சிவா, 5/100, திருப்பதி கவுண்டனூர், தளவாய்பட்டி, சேலம்.: [855, 1166, 1063, 1192]
- branch-section: [416, 923, 754, 1033]
- booth-row: [789, 1125, 1127, 1140]
- role-label: துணை அமைப்பாளர்கள் :: [43, 420, 168, 432]
- booth-person: மு.கோவிந்தராஜ், 13/75, சக்தி நகர், கொண்டப்பநாயக்கன்பட்டி, சேலம்.: [483, 1207, 641, 1233]
- role-names: பொ.சந்துரு, கோட்டகவுண்டம்பட்டி, ஓமலூர், சேலம்.: [1233, 828, 1469, 839]
- branch-section: [43, 247, 381, 357]
- branch-entry: [43, 268, 381, 297]
- booth-number: பாகம் – 237 :: [789, 1127, 852, 1138]
- role-names: (1) மா.சுரேஷ், அடிவாரம், கொண்டப்பநாயக்கன்பட்டி, சேலம். (2) வேலுசேகர், 90, சத்தியா நகர், கொண்டப்பநாயக்கன்பட்டி, சேலம். (3) கு.பிரகாஷ், அடிவாரம், கொண்டப்பநாயக்கன்பட்டி, சேலம்.: [416, 977, 754, 1031]
- role-names: (1) ப.கோபால், 2/155, பெத்தனூர், தளவாய்பட்டி, சேலம். (2) கோ.பாலாஜி, 2/215–ஏ, கலர்காடு, பெத்தனூர், தளவாய்பட்டி, சேலம். (3) மா.மணிகண்டன், 2/129, கலர்காடு, தளவாய்பட்டி, சேலம்.: [416, 1659, 754, 1714]
- branch-heading: ராஜவீதி கீழ் தெரு கிளை: [514, 699, 656, 714]
- branch-entry: [43, 1535, 381, 1564]
- branch-heading: சத்தியா நகர் கிளை: [157, 1059, 267, 1073]
- role-label: அமைப்பாளர் :: [416, 840, 490, 852]
- role-names: ச.வினோத்குமார், 272, செட்டிசாவடி காட்டு வளவு, கன்னங்குறிச்சி, சேலம்.: [43, 974, 381, 1000]
- branch-entry: [416, 719, 754, 748]
- booth-row: [1162, 545, 1500, 574]
- branch-section: [789, 861, 1127, 1227]
- booth-number: பாகம் – 157 :: [43, 1312, 106, 1324]
- branch-entry: [43, 1446, 381, 1504]
- role-names: ரா.தனசேகரன், 122–2–சி, நெல்லியாகாடு, செட்டிசாவடி, கன்னங்குறிச்சி, சேலம்.: [43, 1200, 381, 1226]
- branch-entry: [789, 313, 1127, 386]
- role-label: துணை அமைப்பாளர்கள் :: [1162, 455, 1287, 467]
- branch-section: [789, 1568, 1127, 1692]
- branch-entry: [416, 179, 754, 237]
- branch-entry: [416, 510, 754, 568]
- branch-entry: [43, 1109, 381, 1167]
- column-1: [43, 123, 381, 2362]
- branch-entry: [43, 884, 381, 942]
- branch-section: [416, 458, 754, 568]
- branch-section: [43, 127, 381, 237]
- branch-entry: [1162, 1338, 1500, 1367]
- booth-number: பாகம் – 236 :: [789, 1093, 852, 1104]
- branch-entry: [789, 1484, 1127, 1513]
- branch-section: [789, 396, 1127, 506]
- branch-section: [1162, 1451, 1500, 1575]
- role-names: (5) சி.கௌதம், 4/844, வீ.வ.வா.குடியிருப்பு, சேலத்தாம்பட்டி, சிவதாபுரம், சேலம்.: [1162, 124, 1500, 150]
- booth-row: [43, 1311, 381, 1325]
- branch-heading: ஏரிக்கரை மேற்கு கிளை: [890, 637, 1026, 652]
- role-names: (1) இரா.சிவப்பிரகாஷ், 1/149, ஆதிதிராவிடர் தெரு, கோட்டகவுண்டம்பட்டி, ஓமலூர், சேலம். (2) பா.பவன், 1/298, ஆதிதிராவிடர் தெரு, கோட்ட கவுண்டம்பட்டி, ஓமலூர், சேலம். (3) செ.ராம்குமார், 1/241, ஆதிதிராவிடர் தெரு, கோட்டகவுண்டம்பட்டி, ஓமலூர், சேலம்.: [1162, 1370, 1500, 1440]
- role-names: செ.பிரபு, 1–195, அன்னை நகர், செட்டிசாவடி, கன்னங்குறிச்சி, சேலம்.: [43, 735, 381, 761]
- branch-heading: வீட்டு வசதி வாரியம் கிழக்கு கிளை: [856, 1570, 1060, 1584]
- booth-person: ம.ஜெயகுமார், 4/104–டி–2, சித்தனூர், தளவாய்பட்டி, சேலம்.: [855, 1127, 1125, 1138]
